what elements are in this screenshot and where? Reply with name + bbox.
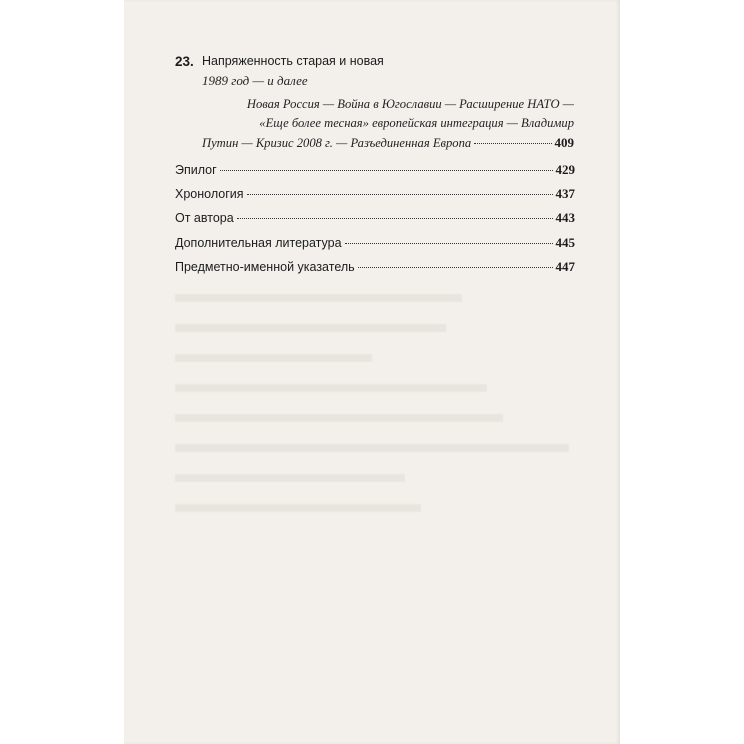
toc-entry-further-reading[interactable] [175, 235, 575, 251]
chapter-title: Напряженность старая и новая [202, 54, 384, 68]
chapter-description-last-line [202, 133, 574, 153]
toc-entry-label: Эпилог [175, 163, 217, 177]
leader-dots [237, 218, 553, 219]
page-number: 447 [555, 259, 575, 274]
leader-dots [358, 267, 553, 268]
page-number: 409 [554, 135, 574, 150]
leader-dots [220, 170, 553, 171]
chapter-description [202, 95, 574, 153]
toc-entry-label: Предметно-именной указатель [175, 260, 355, 274]
toc-entry-label: От автора [175, 211, 234, 225]
leader-dots [474, 143, 551, 144]
toc-entry-author-note[interactable] [175, 210, 575, 226]
page-number: 429 [555, 162, 575, 177]
bleed-through-texture [175, 286, 585, 526]
toc-entry-epilogue[interactable] [175, 162, 575, 178]
chapter-description-line: Новая Россия — Война в Югославии — Расширение НАТО — [246, 97, 574, 111]
page-number: 443 [555, 210, 575, 225]
page-number: 437 [555, 186, 575, 201]
toc-entry-label: Дополнительная литература [175, 236, 342, 250]
leader-dots [247, 194, 553, 195]
toc-entry-label: Хронология [175, 187, 244, 201]
chapter-subtitle: 1989 год — и далее [202, 73, 308, 88]
page-number: 445 [555, 235, 575, 250]
chapter-number: 23. [175, 54, 194, 69]
toc-entry-chronology[interactable] [175, 186, 575, 202]
chapter-description-line: «Еще более тесная» европейская интеграция — Владимир [259, 116, 574, 130]
toc-entry-index[interactable] [175, 259, 575, 275]
leader-dots [345, 243, 553, 244]
chapter-description-line: Путин — Кризис 2008 г. — Разъединенная Европа [202, 136, 472, 150]
